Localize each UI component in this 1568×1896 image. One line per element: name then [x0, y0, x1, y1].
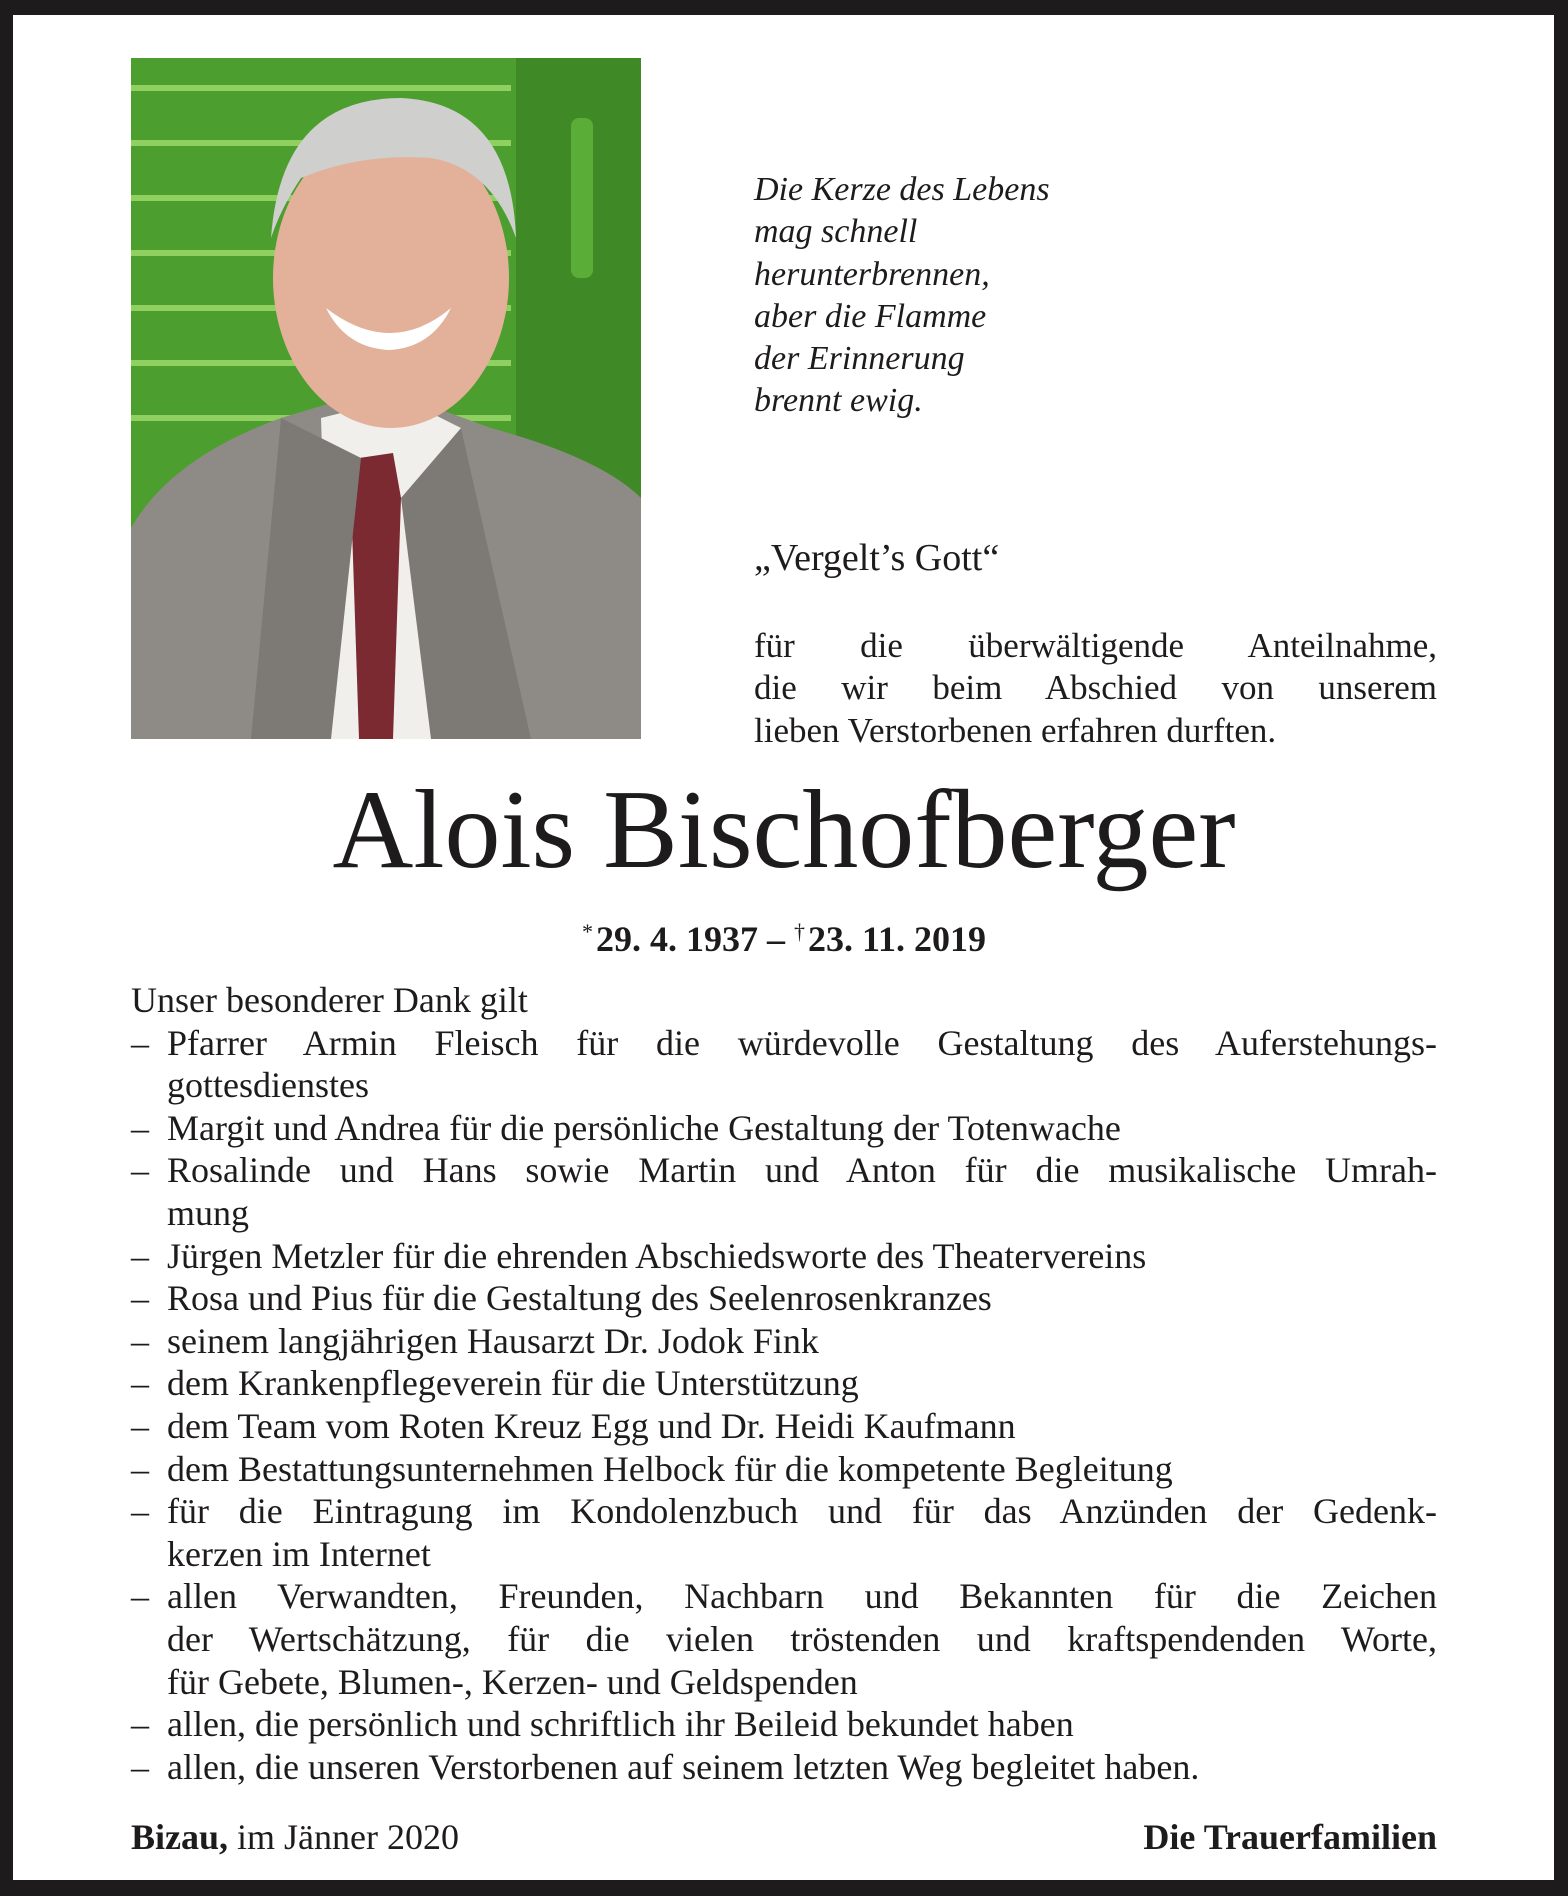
date-separator: – [757, 919, 794, 959]
list-dash: – [131, 1363, 149, 1404]
list-item-line: allen, die persönlich und schriftlich ihr Beileid bekundet haben [167, 1704, 1074, 1745]
list-dash: – [131, 1235, 149, 1276]
list-dash: – [131, 1320, 149, 1361]
paragraph-line: für die überwältigende Anteilnahme, [754, 626, 1437, 665]
list-dash: – [131, 1746, 149, 1787]
list-item-line: kerzen im Internet [167, 1533, 431, 1574]
list-item-line: Margit und Andrea für die persönliche Gestaltung der Totenwache [167, 1107, 1121, 1148]
list-item-line: allen Verwandten, Freunden, Nachbarn und Bekannten für die Zeichen [167, 1576, 1437, 1617]
birth-symbol: * [581, 919, 593, 944]
list-item-line: gottesdienstes [167, 1065, 369, 1106]
list-dash: – [131, 1405, 149, 1446]
list-item-line: Rosa und Pius für die Gestaltung des Seelenrosenkranzes [167, 1278, 992, 1319]
list-item-line: dem Krankenpflegeverein für die Unterstützung [167, 1363, 859, 1404]
thanks-paragraph [754, 625, 1437, 752]
list-item-line: dem Team vom Roten Kreuz Egg und Dr. Heidi Kaufmann [167, 1405, 1016, 1446]
list-dash: – [131, 1107, 149, 1148]
list-item [131, 1448, 1437, 1491]
list-item-line: Pfarrer Armin Fleisch für die würdevolle Gestaltung des Auferstehungs- [167, 1022, 1437, 1063]
portrait-photo [131, 58, 641, 739]
footer-signature: Die Trauerfamilien [1143, 1817, 1437, 1857]
list-item-line: für die Eintragung im Kondolenzbuch und für das Anzünden der Gedenk- [167, 1491, 1437, 1532]
list-dash: – [131, 1022, 149, 1063]
death-symbol: † [793, 919, 805, 944]
list-item [131, 1362, 1437, 1405]
list-item [131, 1107, 1437, 1150]
paragraph-line: lieben Verstorbenen erfahren durften. [754, 710, 1277, 750]
list-item [131, 1405, 1437, 1448]
deceased-name: Alois Bischofberger [332, 768, 1236, 892]
list-dash: – [131, 1576, 149, 1617]
list-item-line: Jürgen Metzler für die ehrenden Abschiedsworte des Theatervereins [167, 1235, 1147, 1276]
list-dash: – [131, 1150, 149, 1191]
list-item [131, 1022, 1437, 1107]
birth-date: 29. 4. 1937 [595, 919, 758, 959]
list-item-line: mung [167, 1192, 250, 1233]
list-item [131, 1235, 1437, 1278]
death-date: 23. 11. 2019 [808, 919, 987, 959]
list-dash: – [131, 1448, 149, 1489]
poem-line: Die Kerze des Lebens [754, 171, 1050, 208]
list-dash: – [131, 1278, 149, 1319]
thanks-heading: „Vergelt’s Gott“ [754, 537, 1000, 579]
paragraph-line: die wir beim Abschied von unserem [754, 668, 1437, 708]
list-item-line: für Gebete, Blumen-, Kerzen- und Geldspenden [167, 1661, 858, 1702]
list-intro: Unser besonderer Dank gilt [131, 980, 528, 1020]
footer-place: Bizau, [131, 1817, 229, 1857]
list-item [131, 1703, 1437, 1746]
list-item [131, 1575, 1437, 1703]
list-item-line: seinem langjährigen Hausarzt Dr. Jodok Fink [167, 1320, 819, 1361]
list-item [131, 1149, 1437, 1234]
life-dates [0, 911, 1568, 960]
poem [754, 169, 1050, 423]
list-item-line: allen, die unseren Verstorbenen auf seinem letzten Weg begleitet haben. [167, 1746, 1200, 1787]
list-item [131, 1277, 1437, 1320]
list-item [131, 1490, 1437, 1575]
poem-line: herunterbrennen, [754, 255, 990, 293]
list-item-line: dem Bestattungsunternehmen Helbock für die kompetente Begleitung [167, 1448, 1173, 1489]
poem-line: mag schnell [754, 213, 918, 251]
list-item-line: Rosalinde und Hans sowie Martin und Anton für die musikalische Umrah- [167, 1150, 1437, 1191]
list-dash: – [131, 1491, 149, 1532]
poem-line: aber die Flamme [754, 297, 987, 335]
list-item [131, 1746, 1437, 1789]
poem-line: der Erinnerung [754, 340, 965, 378]
footer-place-date [131, 1816, 459, 1858]
list-item [131, 1320, 1437, 1363]
list-dash: – [131, 1704, 149, 1745]
thanks-list [131, 979, 1437, 1788]
poem-line: brennt ewig. [754, 382, 923, 420]
footer-date: im Jänner 2020 [228, 1817, 459, 1857]
list-item-line: der Wertschätzung, für die vielen tröstenden und kraftspendenden Worte, [167, 1618, 1437, 1659]
